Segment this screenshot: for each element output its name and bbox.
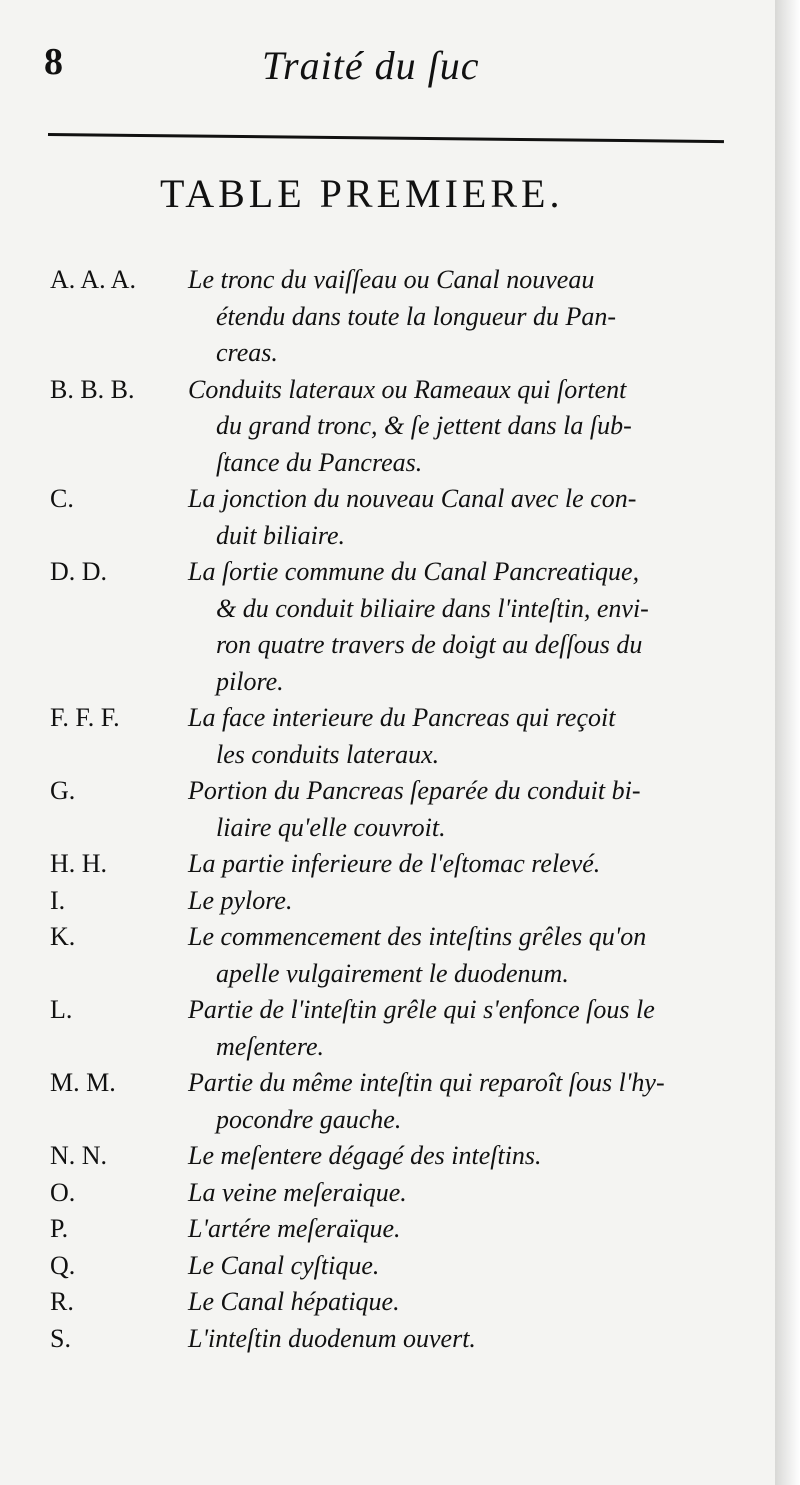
description-line: creas.: [216, 338, 278, 367]
legend-key: O.: [50, 1177, 76, 1207]
description-line: ron quatre travers de doigt au deſſous du: [216, 630, 643, 659]
legend-key: N. N.: [50, 1141, 108, 1170]
legend-description: [188, 1065, 760, 1138]
legend-description: [188, 554, 760, 700]
description-line: La partie inferieure de l'eſtomac relevé.: [188, 849, 601, 878]
legend-key: I.: [50, 885, 66, 915]
description-line: meſentere.: [216, 1031, 325, 1061]
legend-key: R.: [50, 1287, 74, 1316]
legend-description: [188, 372, 760, 482]
legend-key: P.: [50, 1214, 69, 1243]
legend-key: K.: [50, 922, 76, 951]
description-line: L'artére meſeraïque.: [188, 1214, 401, 1243]
description-line: Le Canal cyſtique.: [188, 1250, 380, 1280]
legend-description: [188, 1284, 760, 1321]
legend-entry: [50, 1321, 760, 1358]
legend-description: [188, 883, 760, 920]
legend-key: L.: [50, 995, 73, 1024]
description-line: ſtance du Pancreas.: [216, 447, 423, 477]
legend-description: [188, 1175, 760, 1212]
description-line: Le pylore.: [188, 885, 293, 915]
table-title: TABLE PREMIERE.: [160, 171, 564, 216]
description-line: Le commencement des inteſtins grêles qu'on: [188, 922, 647, 951]
legend-entry: [50, 1284, 760, 1321]
legend-key: G.: [50, 776, 76, 805]
description-line: La veine meſeraique.: [188, 1177, 407, 1207]
description-line: duit biliaire.: [216, 520, 346, 550]
description-line: Conduits lateraux ou Rameaux qui ſortent: [188, 374, 627, 404]
description-line: les conduits lateraux.: [216, 739, 440, 769]
legend-key: H. H.: [50, 849, 108, 878]
legend-entry: [50, 372, 760, 482]
legend-key: F. F. F.: [50, 703, 120, 732]
legend-key: D. D.: [50, 557, 108, 586]
legend-entry: [50, 1138, 760, 1175]
description-line: Partie de l'inteſtin grêle qui s'enfonce ſous le: [188, 995, 655, 1024]
legend-description: [188, 1138, 760, 1175]
legend-description: [188, 700, 760, 773]
legend-description: [188, 262, 760, 372]
legend-description: [188, 773, 760, 846]
legend-description: [188, 846, 760, 883]
description-line: pilore.: [216, 666, 284, 696]
description-line: liaire qu'elle couvroit.: [216, 812, 446, 842]
description-line: apelle vulgairement le duodenum.: [216, 958, 569, 988]
legend-description: [188, 481, 760, 554]
description-line: Le tronc du vaiſſeau ou Canal nouveau: [188, 265, 595, 294]
description-line: pocondre gauche.: [216, 1104, 402, 1134]
legend-key: Q.: [50, 1250, 76, 1280]
legend-entry: [50, 773, 760, 846]
legend-entry: [50, 1175, 760, 1212]
description-line: Portion du Pancreas ſeparée du conduit bi-: [188, 776, 641, 805]
legend-entry: [50, 992, 760, 1065]
legend-entry: [50, 262, 760, 372]
legend-key: A. A. A.: [50, 265, 136, 294]
description-line: étendu dans toute la longueur du Pan-: [216, 301, 617, 331]
legend-key: M. M.: [50, 1068, 116, 1097]
legend-entry: [50, 919, 760, 992]
description-line: L'inteſtin duodenum ouvert.: [188, 1323, 476, 1353]
legend-description: [188, 992, 760, 1065]
legend-entry: [50, 1248, 760, 1285]
description-line: La ſortie commune du Canal Pancreatique,: [188, 557, 640, 586]
legend-key: C.: [50, 484, 74, 513]
header-rule: [48, 133, 724, 143]
description-line: Le Canal hépatique.: [188, 1287, 400, 1316]
legend-key: S.: [50, 1323, 71, 1353]
legend-entry: [50, 883, 760, 920]
description-line: du grand tronc, & ſe jettent dans la ſub-: [216, 411, 632, 440]
running-head: Traité du ſuc: [262, 43, 480, 88]
legend-list: [50, 262, 760, 1357]
legend-entry: [50, 700, 760, 773]
description-line: Le meſentere dégagé des inteſtins.: [188, 1141, 542, 1170]
legend-description: [188, 1248, 760, 1285]
description-line: La face interieure du Pancreas qui reçoit: [188, 703, 616, 732]
description-line: Partie du même inteſtin qui reparoît ſous l'hy-: [188, 1068, 665, 1097]
legend-description: [188, 919, 760, 992]
description-line: & du conduit biliaire dans l'inteſtin, envi-: [216, 593, 649, 623]
legend-description: [188, 1211, 760, 1248]
legend-entry: [50, 481, 760, 554]
page-edge: [775, 0, 800, 1485]
description-line: La jonction du nouveau Canal avec le con-: [188, 484, 637, 513]
page-number: 8: [44, 41, 63, 83]
legend-key: B. B. B.: [50, 374, 135, 404]
legend-entry: [50, 554, 760, 700]
legend-description: [188, 1321, 760, 1358]
legend-entry: [50, 1211, 760, 1248]
legend-entry: [50, 846, 760, 883]
legend-entry: [50, 1065, 760, 1138]
